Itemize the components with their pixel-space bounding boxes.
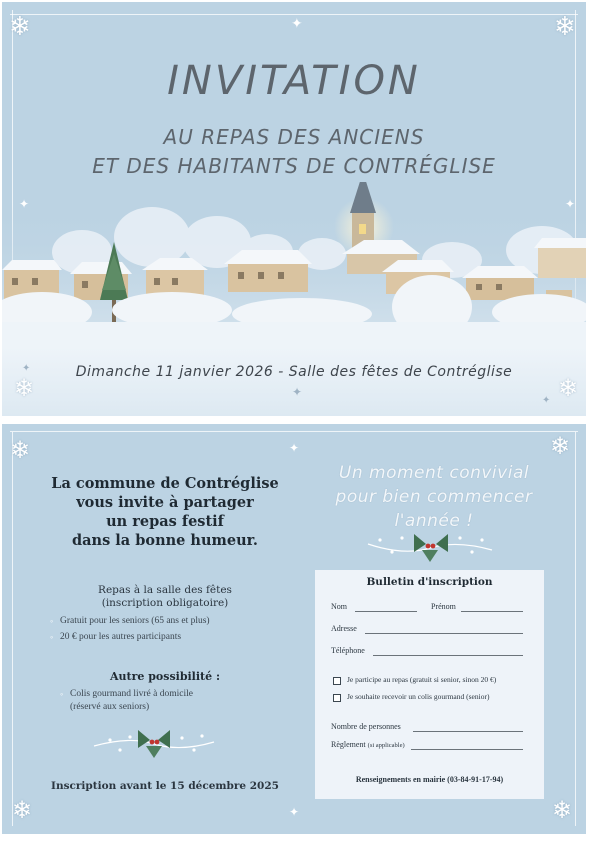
frame-line [575, 432, 576, 826]
nom-field[interactable] [355, 611, 417, 612]
repas-checkbox[interactable] [333, 677, 341, 685]
star-icon: ✦ [22, 363, 31, 374]
meal-item-text: Gratuit pour les seniors (65 ans et plus) [60, 616, 210, 626]
form-footer-contact: Renseignements en mairie (03-84-91-17-94) [355, 775, 504, 784]
nb-personnes-field[interactable] [413, 731, 523, 732]
tagline: pour bien commencer [335, 487, 533, 507]
prenom-label: Prénom [431, 602, 456, 611]
page-title: INVITATION [167, 58, 421, 104]
repas-option-label: Je participe au repas (gratuit si senior, sinon 20 €) [347, 675, 497, 684]
registration-deadline: Inscription avant le 15 décembre 2025 [51, 780, 279, 792]
colis-option-label: Je souhaite recevoir un colis gourmand (senior) [347, 692, 490, 701]
meal-item-text: 20 € pour les autres participants [60, 632, 182, 642]
bullet-icon: ◦ [50, 632, 54, 642]
tagline: Un moment convivial [338, 463, 530, 483]
star-icon: ✦ [292, 385, 303, 399]
bullet-icon: ◦ [50, 616, 54, 626]
adresse-field[interactable] [365, 633, 523, 634]
telephone-field[interactable] [373, 655, 523, 656]
subtitle-line: AU REPAS DES ANCIENS [163, 125, 425, 149]
star-icon: ✦ [291, 16, 303, 32]
star-icon: ✦ [289, 441, 300, 455]
alt-item-text: (réservé aux seniors) [70, 702, 150, 712]
intro-text: vous invite à partager [76, 494, 254, 511]
intro-text: dans la bonne humeur. [72, 532, 258, 549]
reglement-label-text: Règlement [331, 740, 366, 749]
snowflake-icon: ❄ [558, 374, 579, 402]
prenom-field[interactable] [461, 611, 523, 612]
details-card [2, 424, 586, 834]
star-icon: ✦ [542, 395, 551, 406]
reglement-note: (si applicable) [367, 742, 405, 749]
registration-form [315, 570, 544, 799]
adresse-label: Adresse [331, 624, 357, 633]
alt-item-text: Colis gourmand livré à domicile [70, 689, 193, 699]
bullet-icon: ◦ [60, 689, 64, 699]
alt-item [60, 688, 193, 700]
holly-branch-icon [364, 526, 496, 568]
reglement-label [331, 740, 405, 749]
winter-village-illustration [2, 182, 586, 357]
snowflake-icon: ❄ [552, 796, 573, 824]
meal-item [50, 615, 210, 627]
frame-line [10, 431, 578, 432]
star-icon: ✦ [289, 805, 300, 819]
snowflake-icon: ❄ [14, 374, 35, 402]
snowflake-icon: ❄ [554, 12, 576, 42]
form-title: Bulletin d'inscription [366, 576, 493, 588]
event-date-location: Dimanche 11 janvier 2026 - Salle des fêtes de Contréglise [75, 364, 513, 380]
snowflake-icon: ❄ [9, 12, 31, 42]
meal-item [50, 631, 182, 643]
intro-text: La commune de Contréglise [51, 475, 279, 492]
telephone-label: Téléphone [331, 646, 365, 655]
snow-ground [2, 347, 586, 416]
frame-line [10, 14, 578, 15]
intro-text: un repas festif [106, 513, 224, 530]
nom-label: Nom [331, 602, 347, 611]
invitation-card [2, 2, 586, 416]
nb-personnes-label: Nombre de personnes [331, 722, 401, 731]
frame-line [12, 432, 13, 826]
subtitle-line: ET DES HABITANTS DE CONTRÉGLISE [92, 154, 496, 178]
snowflake-icon: ❄ [550, 432, 571, 460]
holly-branch-icon [90, 720, 218, 764]
snowflake-icon: ❄ [12, 796, 33, 824]
meal-heading-note: (inscription obligatoire) [101, 597, 229, 609]
reglement-field[interactable] [411, 749, 523, 750]
tagline: l'année ! [394, 511, 474, 531]
meal-heading: Repas à la salle des fêtes [98, 584, 232, 596]
alt-heading: Autre possibilité : [109, 670, 221, 683]
snowflake-icon: ❄ [10, 436, 31, 464]
alt-item [70, 701, 149, 713]
colis-checkbox[interactable] [333, 694, 341, 702]
